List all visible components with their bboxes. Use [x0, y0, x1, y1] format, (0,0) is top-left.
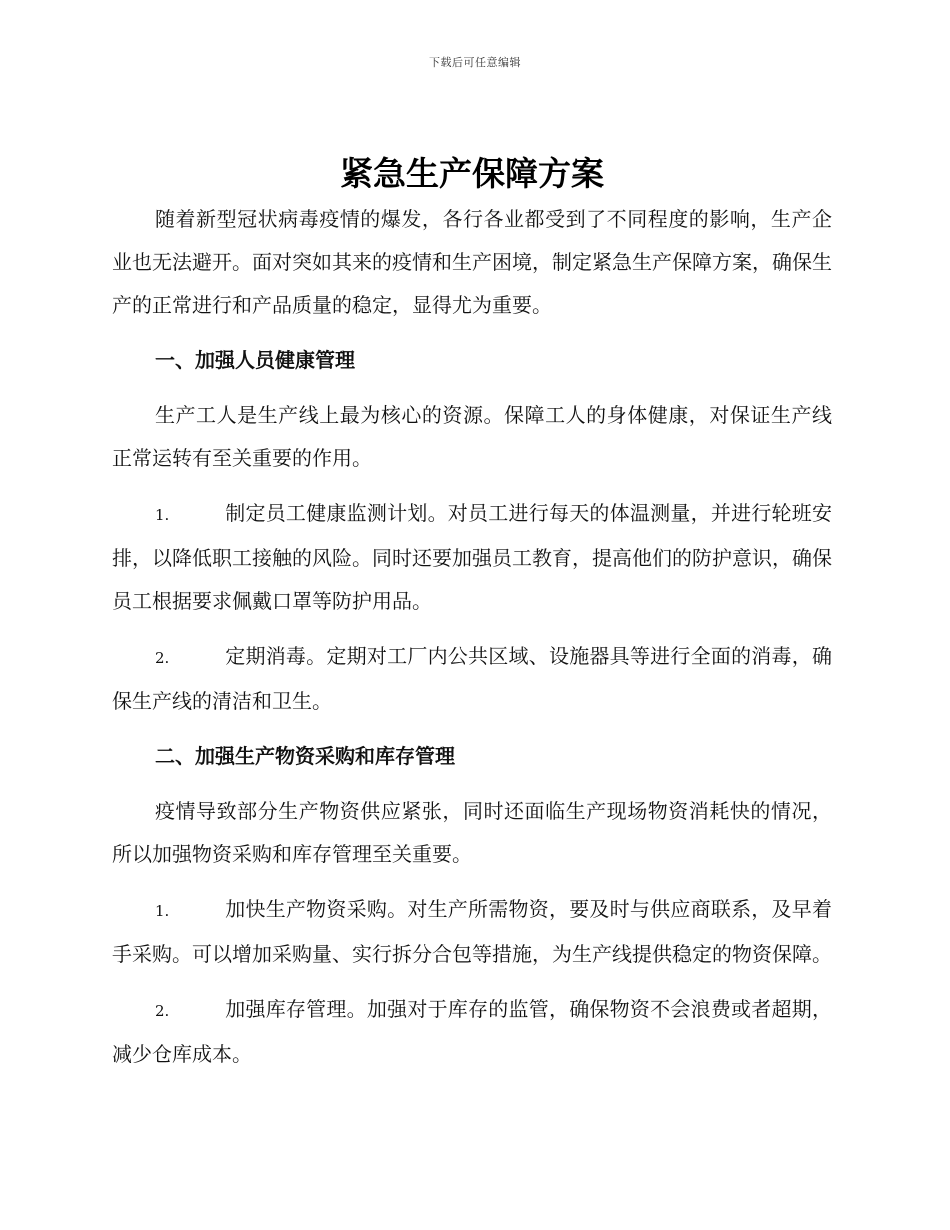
list-item	[112, 492, 832, 623]
list-item-number: 2.	[155, 649, 170, 667]
section-heading-2: 二、加强生产物资采购和库存管理	[155, 744, 455, 768]
list-item-text: 加快生产物资采购。对生产所需物资，要及时与供应商联系，及早着手采购。可以增加采购量、实行拆分合包等措施，为生产线提供稳定的物资保障。	[112, 897, 832, 966]
section-heading-1: 一、加强人员健康管理	[155, 348, 355, 372]
list-item-number: 1.	[155, 902, 170, 920]
list-item-text: 定期消毒。定期对工厂内公共区域、设施器具等进行全面的消毒，确保生产线的清洁和卫生。	[112, 644, 832, 713]
section-1-body: 生产工人是生产线上最为核心的资源。保障工人的身体健康，对保证生产线正常运转有至关重要的作用。	[112, 403, 832, 470]
intro-paragraph: 随着新型冠状病毒疫情的爆发，各行各业都受到了不同程度的影响，生产企业也无法避开。面对突如其来的疫情和生产困境，制定紧急生产保障方案，确保生产的正常进行和产品质量的稳定，显得尤为重要。	[112, 207, 832, 317]
page-header-note: 下载后可任意编辑	[429, 56, 521, 69]
list-item-text: 制定员工健康监测计划。对员工进行每天的体温测量，并进行轮班安排，以降低职工接触的风险。同时还要加强员工教育，提高他们的防护意识，确保员工根据要求佩戴口罩等防护用品。	[112, 501, 832, 613]
list-item-number: 2.	[155, 1002, 170, 1020]
document-title: 紧急生产保障方案	[340, 154, 604, 193]
list-item-text: 加强库存管理。加强对于库存的监管，确保物资不会浪费或者超期，减少仓库成本。	[112, 997, 832, 1066]
list-item	[112, 988, 832, 1076]
section-2-body: 疫情导致部分生产物资供应紧张，同时还面临生产现场物资消耗快的情况，所以加强物资采购和库存管理至关重要。	[112, 799, 832, 866]
list-item	[112, 888, 832, 976]
list-item-number: 1.	[155, 506, 170, 524]
document-body	[112, 150, 832, 1076]
list-item	[112, 635, 832, 723]
